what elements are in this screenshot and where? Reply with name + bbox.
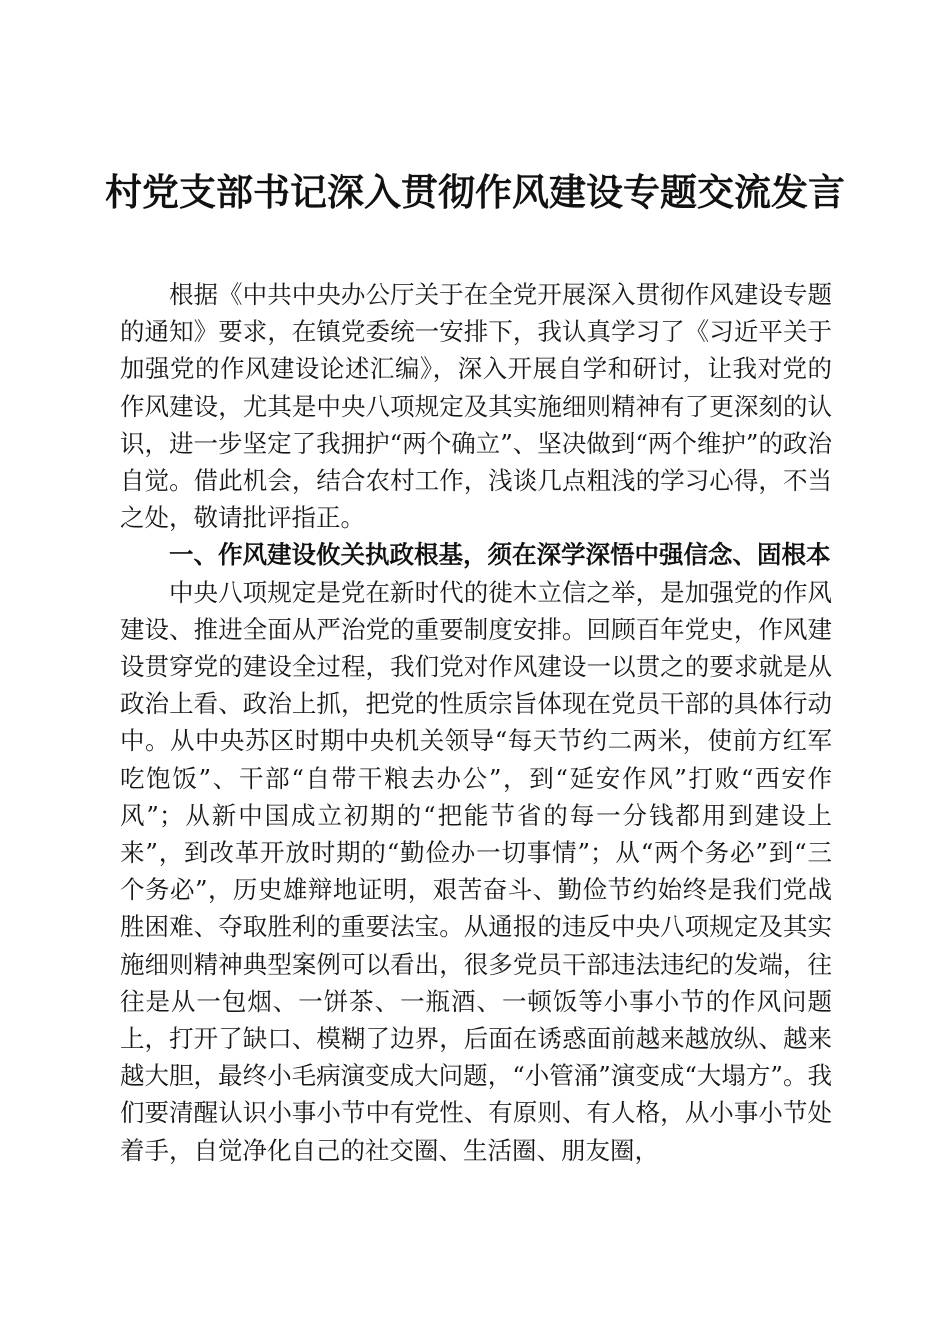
document-title: 村党支部书记深入贯彻作风建设专题交流发言	[105, 170, 845, 214]
section-heading-1: 一、作风建设攸关执政根基，须在深学深悟中强信念、固根本	[169, 540, 831, 570]
section-1-paragraph: 中央八项规定是党在新时代的徙木立信之举，是加强党的作风建设、推进全面从严治党的重要制度安排。回顾百年党史，作风建设贯穿党的建设全过程，我们党对作风建设一以贯之的要求就是从政治上看、政治上抓，把党的性质宗旨体现在党员干部的具体行动中。从中央苏区时期中央机关领导“每天节约二两米，使前方红军吃饱饭”、干部“自带干粮去办公”，到“延安作风”打败“西安作风”；从新中国成立初期的“把能节省的每一分钱都用到建设上来”，到改革开放时期的“勤俭办一切事情”；从“两个务必”到“三个务必”，历史雄辩地证明，艰苦奋斗、勤俭节约始终是我们党战胜困难、夺取胜利的重要法宝。从通报的违反中央八项规定及其实施细则精神典型案例可以看出，很多党员干部违法违纪的发端，往往是从一包烟、一饼茶、一瓶酒、一顿饭等小事小节的作风问题上，打开了缺口、模糊了边界，后面在诱惑面前越来越放纵、越来越大胆，最终小毛病演变成大问题，“小管涌”演变成“大塌方”。我们要清醒认识小事小节中有党性、有原则、有人格，从小事小节处着手，自觉净化自己的社交圈、生活圈、朋友圈，	[120, 577, 832, 1165]
intro-paragraph: 根据《中共中央办公厅关于在全党开展深入贯彻作风建设专题的通知》要求，在镇党委统一安排下，我认真学习了《习近平关于加强党的作风建设论述汇编》，深入开展自学和研讨，让我对党的作风建设，尤其是中央八项规定及其实施细则精神有了更深刻的认识，进一步坚定了我拥护“两个确立”、坚决做到“两个维护”的政治自觉。借此机会，结合农村工作，浅谈几点粗浅的学习心得，不当之处，敬请批评指正。	[120, 280, 832, 533]
document-body	[120, 276, 832, 1169]
